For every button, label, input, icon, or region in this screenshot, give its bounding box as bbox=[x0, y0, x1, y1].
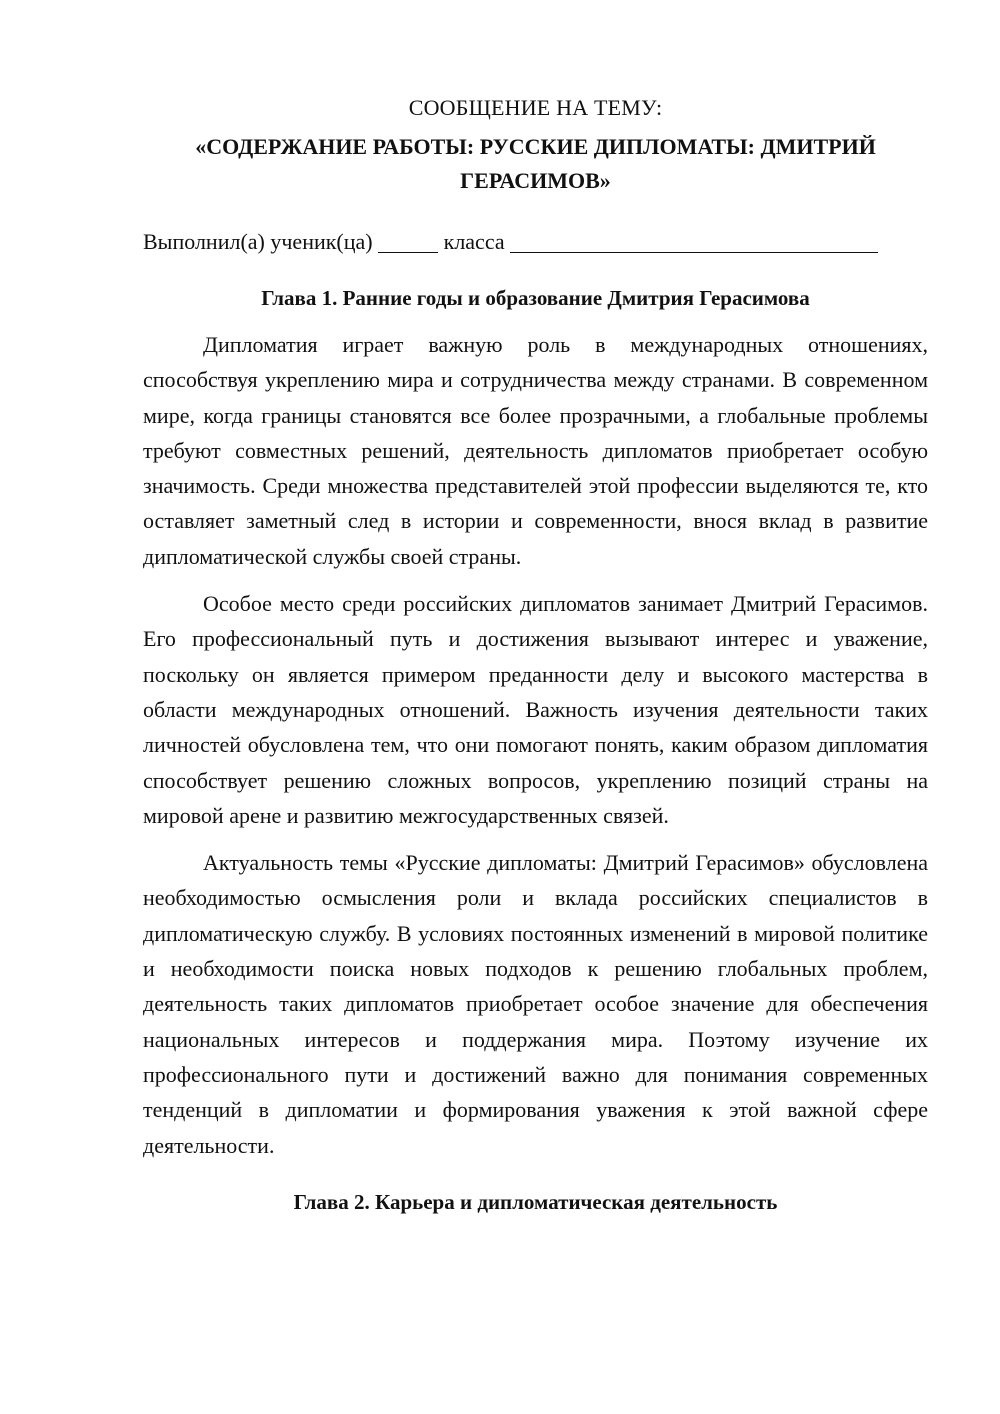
document-title: «СОДЕРЖАНИЕ РАБОТЫ: РУССКИЕ ДИПЛОМАТЫ: ДМИТРИЙ ГЕРАСИМОВ» bbox=[195, 134, 876, 193]
chapter-1-paragraph-1: Дипломатия играет важную роль в международных отношениях, способствуя укреплению мира и сотрудничества между странами. В современном мире, когда границы становятся все более прозрачными, а глобальные проблемы требуют совместных решений, деятельность дипломатов приобретает особую значимость. Среди множества представителей этой профессии выделяются те, кто оставляет заметный след в истории и современности, внося вклад в развитие дипломатической службы своей страны. bbox=[143, 332, 928, 569]
author-class-label: класса bbox=[443, 229, 505, 254]
author-line bbox=[143, 224, 928, 259]
document-topic: СООБЩЕНИЕ НА ТЕМУ: bbox=[408, 95, 663, 120]
student-name-blank bbox=[510, 228, 878, 253]
chapter-1-paragraph-2: Особое место среди российских дипломатов занимает Дмитрий Герасимов. Его профессиональный путь и достижения вызывают интерес и уважение, поскольку он является примером преданности делу и высокого мастерства в области международных отношений. Важность изучения деятельности таких личностей обусловлена тем, что они помогают понять, каким образом дипломатия способствует решению сложных вопросов, укреплению позиций страны на мировой арене и развитию межгосударственных связей. bbox=[143, 591, 928, 828]
chapter-2-title: Глава 2. Карьера и дипломатическая деятельность bbox=[293, 1189, 778, 1214]
document-page bbox=[143, 90, 928, 1219]
chapter-1-title: Глава 1. Ранние годы и образование Дмитрия Герасимова bbox=[261, 286, 810, 310]
chapter-1-paragraph-3: Актуальность темы «Русские дипломаты: Дмитрий Герасимов» обусловлена необходимостью осмысления роли и вклада российских специалистов в дипломатическую службу. В условиях постоянных изменений в мировой политике и необходимости поиска новых подходов к решению глобальных проблем, деятельность таких дипломатов приобретает особое значение для обеспечения национальных интересов и поддержания мира. Поэтому изучение их профессионального пути и достижений важно для понимания современных тенденций в дипломатии и формирования уважения к этой важной сфере деятельности. bbox=[143, 850, 928, 1158]
class-number-blank bbox=[378, 228, 438, 253]
author-prefix: Выполнил(а) ученик(ца) bbox=[143, 229, 373, 254]
